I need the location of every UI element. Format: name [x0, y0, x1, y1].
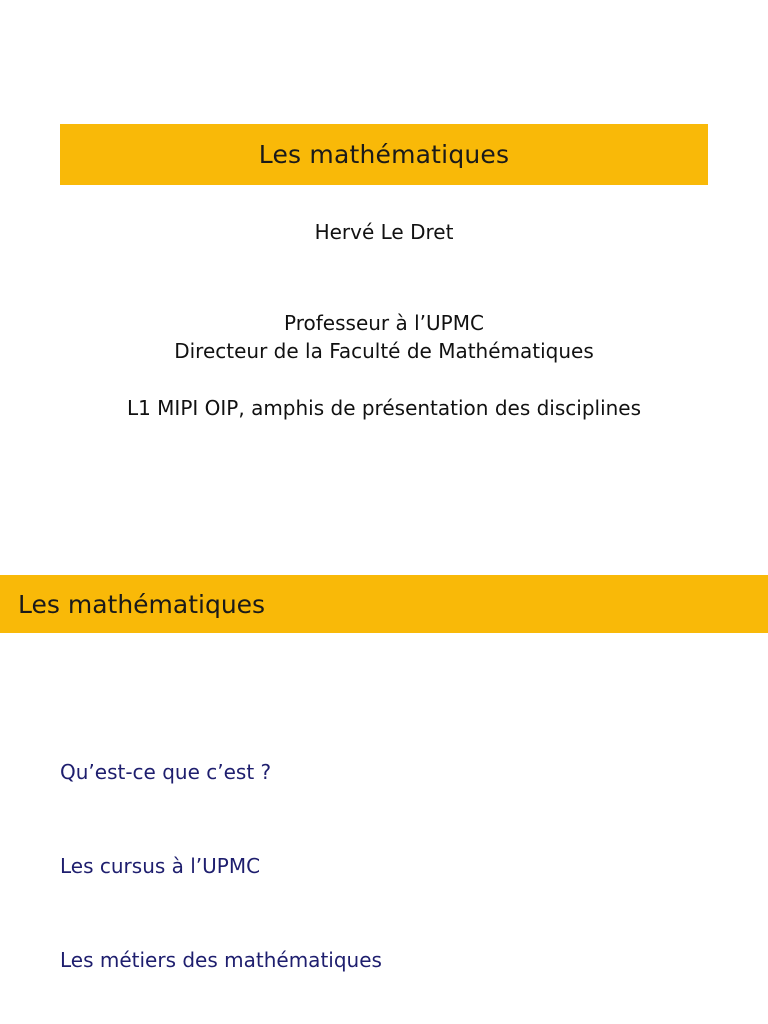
- affiliation-line-2: Directeur de la Faculté de Mathématiques: [174, 339, 594, 363]
- toc-item-what-is-it[interactable]: Qu’est-ce que c’est ?: [60, 760, 272, 784]
- affiliation-line-1: Professeur à l’UPMC: [284, 311, 484, 335]
- author-name: Hervé Le Dret: [314, 220, 454, 244]
- course-description: L1 MIPI OIP, amphis de présentation des disciplines: [126, 396, 642, 420]
- section-title: Les mathématiques: [18, 589, 266, 619]
- title-banner: [60, 124, 708, 185]
- toc-item-metiers[interactable]: Les métiers des mathématiques: [60, 948, 382, 972]
- toc-item-cursus[interactable]: Les cursus à l’UPMC: [60, 854, 261, 878]
- section-header-banner: [0, 575, 768, 633]
- slide-title: Les mathématiques: [258, 140, 510, 169]
